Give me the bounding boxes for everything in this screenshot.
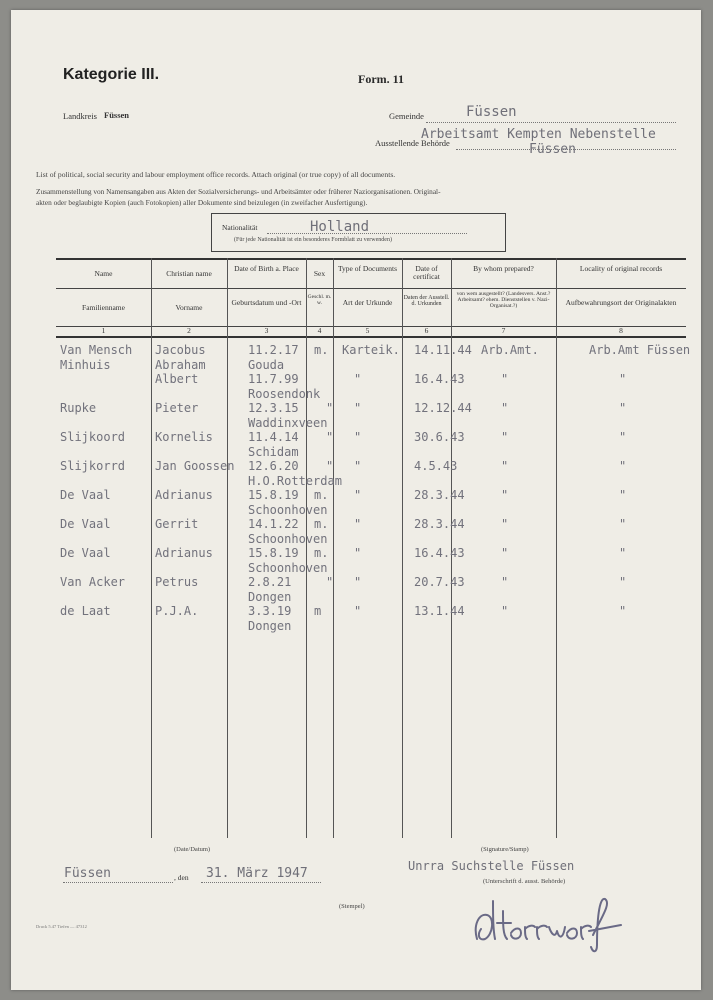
cell-name: Van Mensch: [60, 343, 133, 357]
col-sep-3: [306, 258, 307, 838]
cell-date: 16.4.43: [414, 372, 465, 386]
place-value: Füssen: [64, 866, 111, 881]
cell-name: De Vaal: [60, 546, 111, 560]
cell-date: 28.3.44: [414, 517, 465, 531]
cell-by: ": [501, 546, 509, 560]
cell-by: ": [501, 459, 509, 473]
cell-by: ": [501, 372, 509, 386]
col-8-en: Locality of original records: [579, 264, 663, 273]
cell-dob: 11.4.14: [248, 430, 299, 444]
col-7-en: By whom prepared?: [473, 264, 534, 273]
col-2-num: 2: [187, 326, 191, 335]
cell-doc: ": [354, 459, 362, 473]
landkreis-label: Landkreis: [63, 111, 97, 121]
cell-name: Minhuis: [60, 357, 111, 372]
cell-place: Roosendonk: [248, 386, 321, 401]
cell-loc: ": [619, 488, 627, 502]
cell-place: Dongen: [248, 618, 292, 633]
kategorie-title: Kategorie III.: [63, 66, 160, 83]
cell-date: 14.11.44: [414, 343, 472, 357]
cell-date: 16.4.43: [414, 546, 465, 560]
col-3-en: Date of Birth a. Place: [234, 264, 299, 273]
col-4-de: Geschl. m. w.: [307, 294, 332, 306]
cell-first: Abraham: [155, 357, 206, 372]
col-5-en: Type of Documents: [337, 264, 398, 273]
form-number: Form. 11: [358, 72, 404, 86]
cell-dob: 3.3.19: [248, 604, 292, 618]
cell-name: de Laat: [60, 604, 111, 618]
behoerde-label: Ausstellende Behörde: [375, 138, 450, 148]
cell-dob: 2.8.21: [248, 575, 292, 589]
cell-doc: ": [354, 604, 362, 618]
cell-sex: ": [326, 575, 334, 589]
cell-place: Gouda: [248, 357, 285, 372]
behoerde-value-2: Füssen: [529, 142, 576, 157]
cell-first: Albert: [155, 372, 199, 386]
col-3-num: 3: [264, 326, 269, 335]
date-line: [201, 882, 321, 883]
cell-loc: ": [619, 401, 627, 415]
cell-dob: 15.8.19: [248, 546, 299, 560]
cell-sex: m.: [314, 488, 329, 502]
cell-doc: ": [354, 517, 362, 531]
col-5-de: Art der Urkunde: [342, 298, 393, 307]
cell-dob: 14.1.22: [248, 517, 299, 531]
cell-name: Slijkoord: [60, 430, 126, 444]
cell-doc: ": [354, 430, 362, 444]
col-1-de: Familienname: [82, 303, 125, 312]
cell-by: ": [501, 401, 509, 415]
gemeinde-value: Füssen: [466, 104, 517, 120]
behoerde-value-1: Arbeitsamt Kempten Nebenstelle: [421, 127, 656, 142]
cell-doc: ": [354, 401, 362, 415]
cell-by: ": [501, 430, 509, 444]
col-7-de: von wem ausgestellt? (Landesvers. Anst.? Arbeitsamt? ehem. Dienststellen v. Nazi-Organisat.?): [456, 291, 551, 309]
col-sep-1: [151, 258, 152, 838]
cell-sex: m.: [314, 343, 329, 357]
cell-date: 30.6.43: [414, 430, 465, 444]
col-5-num: 5: [365, 326, 370, 335]
intro-line-1: List of political, social security and labour employment office records. Attach original (or true copy) of all documents.: [36, 170, 396, 179]
cell-date: 20.7.43: [414, 575, 465, 589]
cell-place: Schoonhoven: [248, 560, 328, 575]
cell-loc: ": [619, 604, 627, 618]
cell-dob: 15.8.19: [248, 488, 299, 502]
nationality-value: Holland: [310, 219, 370, 235]
stamp-text: Unrra Suchstelle Füssen: [408, 859, 575, 873]
cell-name: Rupke: [60, 401, 97, 415]
cell-by: Arb.Amt.: [481, 343, 539, 357]
col-1-en: Name: [94, 269, 113, 278]
cell-doc: ": [354, 488, 362, 502]
col-6-num: 6: [424, 326, 429, 335]
gemeinde-label: Gemeinde: [389, 111, 424, 121]
col-6-de: Daten der Ausstell. d. Urkunden: [403, 295, 450, 308]
col-8-de: Aufbewahrungsort der Originalakten: [565, 298, 677, 307]
cell-sex: ": [326, 401, 334, 415]
col-4-num: 4: [317, 326, 322, 335]
records-table: [56, 258, 691, 838]
col-sep-7: [556, 258, 557, 838]
place-line: [63, 882, 173, 883]
cell-doc: ": [354, 575, 362, 589]
cell-by: ": [501, 604, 509, 618]
col-sep-5: [402, 258, 403, 838]
cell-loc: ": [619, 430, 627, 444]
intro-line-3: akten oder beglaubigte Kopien (auch Fotokopien) aller Dokumente sind beizulegen (in zweifacher Ausfertigung).: [36, 198, 368, 207]
cell-dob: 12.6.20: [248, 459, 299, 473]
cell-loc: Arb.Amt Füssen: [589, 343, 691, 357]
cell-first: Petrus: [155, 575, 199, 589]
col-3-de: Geburtsdatum und -Ort: [231, 298, 302, 307]
cell-loc: ": [619, 575, 627, 589]
nationality-box: [211, 213, 506, 252]
nationality-label: Nationalität: [222, 223, 258, 232]
cell-dob: 12.3.15: [248, 401, 299, 415]
col-7-num: 7: [501, 326, 506, 335]
cell-doc: ": [354, 546, 362, 560]
date-value: 31. März 1947: [206, 866, 308, 881]
printer-note: Druck 5.47 Tiefen — 47312: [36, 924, 87, 929]
col-sep-4: [333, 258, 334, 838]
unterschrift-label: (Unterschrift d. ausst. Behörde): [483, 878, 566, 885]
cell-first: P.J.A.: [155, 604, 199, 618]
cell-place: Waddinxveen: [248, 415, 328, 430]
cell-first: Gerrit: [155, 517, 199, 531]
stempel-label: (Stempel): [339, 903, 365, 910]
cell-first: Pieter: [155, 401, 199, 415]
intro-line-2: Zusammenstellung von Namensangaben aus Akten der Sozialversicherungs- und Arbeitsämter oder früherer Naziorganisationen. Original-: [36, 187, 441, 196]
date-label: (Date/Datum): [174, 846, 211, 853]
cell-loc: ": [619, 459, 627, 473]
document-sheet: [11, 10, 701, 990]
cell-name: De Vaal: [60, 488, 111, 502]
cell-name: De Vaal: [60, 517, 111, 531]
cell-doc: Karteik.: [342, 343, 400, 357]
col-8-num: 8: [619, 326, 623, 335]
cell-by: ": [501, 488, 509, 502]
cell-first: Kornelis: [155, 430, 213, 444]
nationality-note: (Für jede Nationalität ist ein besonderes Formblatt zu verwenden): [234, 237, 392, 243]
cell-loc: ": [619, 546, 627, 560]
cell-place: H.O.Rotterdam: [248, 473, 342, 488]
cell-sex: m.: [314, 546, 329, 560]
cell-place: Schidam: [248, 444, 299, 459]
cell-date: 4.5.43: [414, 459, 458, 473]
gemeinde-line: [426, 122, 676, 123]
cell-first: Adrianus: [155, 546, 213, 560]
cell-by: ": [501, 517, 509, 531]
cell-place: Dongen: [248, 589, 292, 604]
cell-first: Adrianus: [155, 488, 213, 502]
col-4-en: Sex: [313, 269, 326, 278]
col-1-num: 1: [101, 326, 106, 335]
col-6-en: Date of certificat: [413, 264, 440, 281]
handwritten-signature: [471, 895, 641, 955]
cell-date: 12.12.44: [414, 401, 472, 415]
col-2-en: Christian name: [166, 269, 212, 278]
cell-first: Jan Goossen: [155, 459, 235, 473]
cell-first: Jacobus: [155, 343, 206, 357]
cell-doc: ": [354, 372, 362, 386]
cell-sex: ": [326, 430, 334, 444]
col-sep-2: [227, 258, 228, 838]
cell-sex: ": [326, 459, 334, 473]
signature-label: (Signature/Stamp): [481, 846, 529, 853]
den-label: , den: [174, 873, 189, 882]
cell-date: 13.1.44: [414, 604, 465, 618]
cell-loc: ": [619, 372, 627, 386]
cell-by: ": [501, 575, 509, 589]
landkreis-value: Füssen: [104, 110, 130, 120]
col-2-de: Vorname: [175, 303, 203, 312]
cell-dob: 11.2.17: [248, 343, 299, 357]
cell-name: Slijkorrd: [60, 459, 126, 473]
cell-date: 28.3.44: [414, 488, 465, 502]
cell-loc: ": [619, 517, 627, 531]
cell-dob: 11.7.99: [248, 372, 299, 386]
cell-place: Schoonhoven: [248, 531, 328, 546]
cell-name: Van Acker: [60, 575, 126, 589]
cell-sex: m: [314, 604, 322, 618]
cell-sex: m.: [314, 517, 329, 531]
cell-place: Schoonhoven: [248, 502, 328, 517]
